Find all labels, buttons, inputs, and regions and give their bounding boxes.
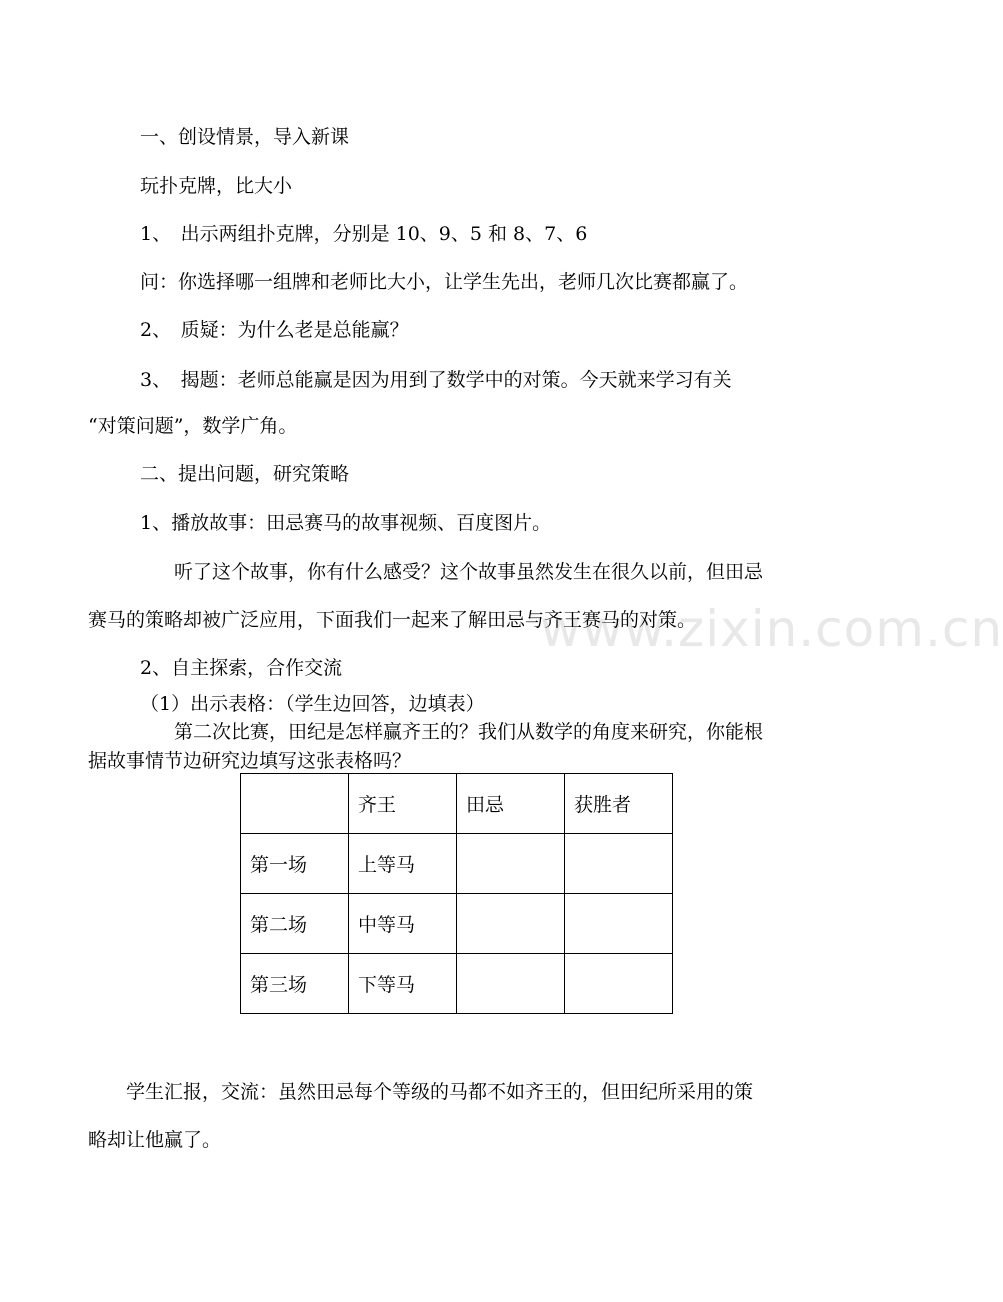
- table-row: [241, 834, 673, 894]
- table-row: [241, 894, 673, 954]
- paragraph: 第二次比赛，田纪是怎样赢齐王的？我们从数学的角度来研究，你能根: [174, 721, 764, 743]
- paragraph: 玩扑克牌，比大小: [140, 175, 293, 197]
- paragraph: 问：你选择哪一组牌和老师比大小，让学生先出，老师几次比赛都赢了。: [140, 271, 749, 293]
- table-cell: 中等马: [349, 894, 457, 954]
- paragraph: 略却让他赢了。: [88, 1129, 222, 1151]
- table-cell: 第一场: [241, 834, 349, 894]
- table-cell: [565, 894, 673, 954]
- paragraph: 学生汇报，交流：虽然田忌每个等级的马都不如齐王的，但田纪所采用的策: [126, 1081, 754, 1103]
- horse-race-table: [240, 773, 673, 1014]
- paragraph: 1、播放故事：田忌赛马的故事视频、百度图片。: [140, 512, 552, 534]
- table-cell: [457, 894, 565, 954]
- table-header-cell: [241, 774, 349, 834]
- paragraph: 2、自主探索，合作交流: [140, 657, 343, 679]
- table-cell: [565, 834, 673, 894]
- paragraph: 3、 揭题：老师总能赢是因为用到了数学中的对策。今天就来学习有关: [140, 369, 732, 391]
- watermark: www.zixin.com.cn: [540, 600, 1003, 658]
- table-cell: [565, 954, 673, 1014]
- table-header-cell: 获胜者: [565, 774, 673, 834]
- paragraph: （1）出示表格：（学生边回答，边填表）: [140, 693, 485, 715]
- table-row: [241, 954, 673, 1014]
- table-cell: 第三场: [241, 954, 349, 1014]
- table-header-cell: 齐王: [349, 774, 457, 834]
- table-cell: [457, 954, 565, 1014]
- paragraph: 据故事情节边研究边填写这张表格吗？: [88, 750, 412, 772]
- table-header-cell: 田忌: [457, 774, 565, 834]
- paragraph: 1、 出示两组扑克牌，分别是 10、9、5 和 8、7、6: [140, 223, 588, 245]
- section-heading-1: 一、创设情景，导入新课: [140, 126, 350, 148]
- table-cell: 第二场: [241, 894, 349, 954]
- section-heading-2: 二、提出问题，研究策略: [140, 463, 350, 485]
- table-cell: 上等马: [349, 834, 457, 894]
- paragraph: 赛马的策略却被广泛应用，下面我们一起来了解田忌与齐王赛马的对策。: [88, 609, 697, 631]
- table-cell: 下等马: [349, 954, 457, 1014]
- table-header-row: [241, 774, 673, 834]
- paragraph: 听了这个故事，你有什么感受？这个故事虽然发生在很久以前，但田忌: [174, 561, 764, 583]
- table-cell: [457, 834, 565, 894]
- paragraph: “对策问题”，数学广角。: [88, 415, 298, 437]
- paragraph: 2、 质疑：为什么老是总能赢？: [140, 319, 409, 341]
